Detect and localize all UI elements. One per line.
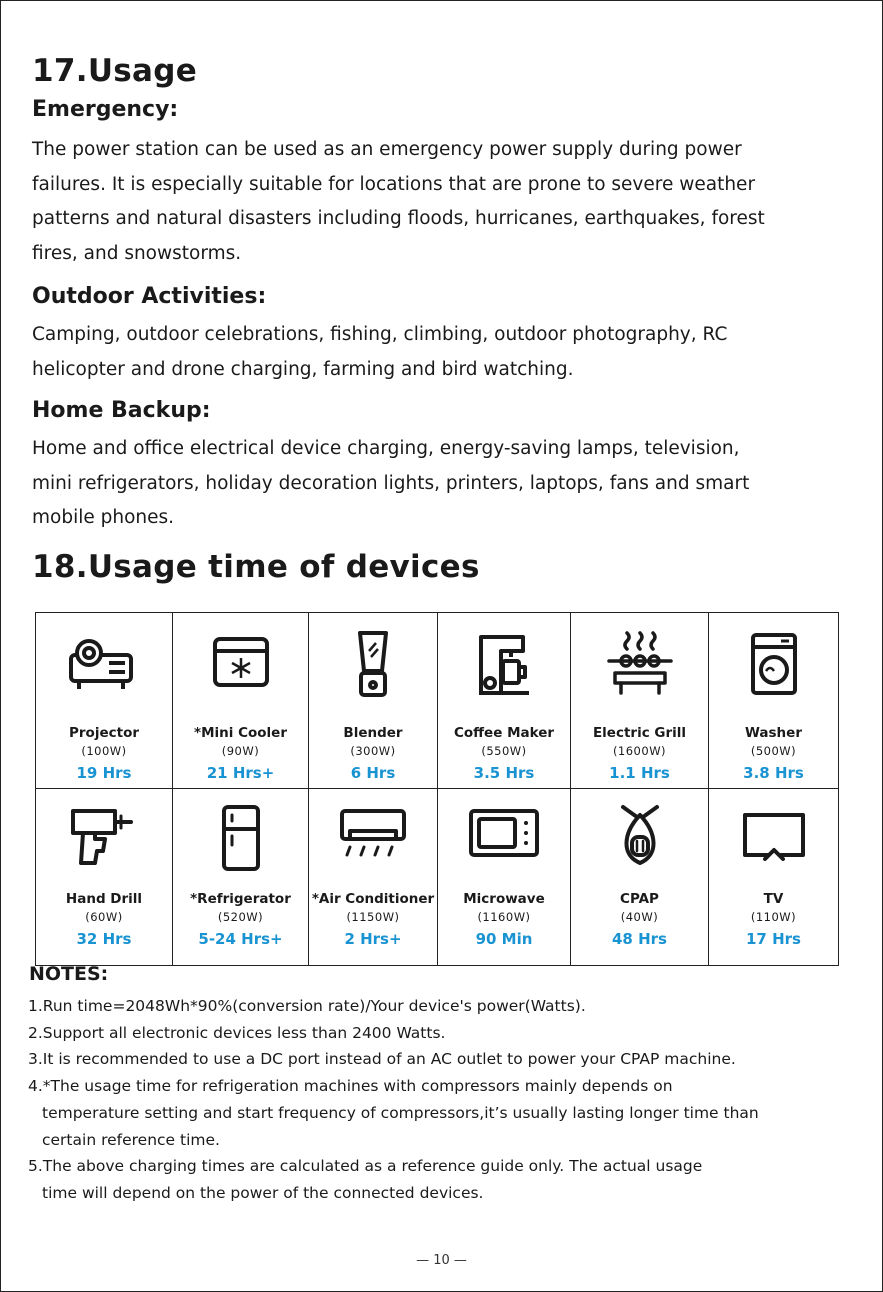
mini-cooler-icon bbox=[202, 629, 280, 699]
microwave-icon bbox=[465, 803, 543, 873]
device-wattage: (1150W) bbox=[346, 910, 400, 924]
device-wattage: (520W) bbox=[217, 910, 264, 924]
note-line: 4.*The usage time for refrigeration machines with compressors mainly depends on bbox=[28, 1077, 673, 1096]
device-runtime: 19 Hrs bbox=[76, 764, 132, 782]
device-cell-washer bbox=[709, 613, 839, 789]
blender-icon bbox=[334, 629, 412, 699]
section-18-title: 18.Usage time of devices bbox=[32, 549, 480, 585]
notes-list bbox=[28, 993, 868, 1207]
outdoor-heading: Outdoor Activities: bbox=[32, 284, 267, 309]
notes-title: NOTES: bbox=[29, 963, 109, 985]
paragraph-line: The power station can be used as an emergency power supply during power bbox=[32, 139, 742, 160]
device-row bbox=[36, 789, 839, 966]
device-name: *Air Conditioner bbox=[311, 891, 435, 907]
electric-grill-icon bbox=[601, 629, 679, 699]
device-cell-blender bbox=[309, 613, 438, 789]
note-line: 3.It is recommended to use a DC port instead of an AC outlet to power your CPAP machine. bbox=[28, 1050, 736, 1069]
device-runtime: 5-24 Hrs+ bbox=[198, 930, 283, 948]
device-row bbox=[36, 613, 839, 789]
device-runtime: 2 Hrs+ bbox=[344, 930, 402, 948]
paragraph-line: failures. It is especially suitable for locations that are prone to severe weather bbox=[32, 173, 756, 195]
device-runtime: 90 Min bbox=[475, 930, 533, 948]
emergency-heading: Emergency: bbox=[32, 97, 179, 122]
device-cell-air-conditioner bbox=[309, 789, 438, 966]
device-name: Electric Grill bbox=[592, 725, 687, 741]
outdoor-paragraph bbox=[32, 318, 862, 387]
device-name: *Refrigerator bbox=[190, 891, 291, 907]
projector-icon bbox=[65, 629, 143, 699]
tv-icon bbox=[735, 803, 813, 873]
device-wattage: (1600W) bbox=[612, 744, 667, 758]
device-cell-coffee-maker bbox=[438, 613, 571, 789]
device-name: Blender bbox=[343, 725, 403, 741]
device-wattage: (40W) bbox=[620, 910, 659, 924]
coffee-maker-icon bbox=[465, 629, 543, 699]
page-number: — 10 — bbox=[416, 1253, 467, 1268]
device-wattage: (500W) bbox=[750, 744, 797, 758]
device-name: Hand Drill bbox=[65, 891, 143, 907]
device-usage-table bbox=[35, 612, 839, 966]
device-cell-cpap bbox=[571, 789, 709, 966]
hand-drill-icon bbox=[65, 803, 143, 873]
device-name: Projector bbox=[69, 725, 139, 741]
device-cell-refrigerator bbox=[173, 789, 309, 966]
air-conditioner-icon bbox=[334, 803, 412, 873]
device-cell-hand-drill bbox=[36, 789, 173, 966]
note-line: certain reference time. bbox=[42, 1130, 220, 1149]
device-wattage: (300W) bbox=[350, 744, 396, 758]
device-runtime: 21 Hrs+ bbox=[206, 764, 275, 782]
paragraph-line: mini refrigerators, holiday decoration lights, printers, laptops, fans and smart bbox=[32, 472, 750, 494]
note-line: 5.The above charging times are calculated as a reference guide only. The actual usage bbox=[28, 1157, 703, 1176]
device-runtime: 32 Hrs bbox=[76, 930, 132, 948]
device-runtime: 3.8 Hrs bbox=[743, 764, 804, 782]
device-wattage: (60W) bbox=[85, 910, 123, 924]
paragraph-line: helicopter and drone charging, farming and bird watching. bbox=[32, 358, 574, 380]
device-runtime: 3.5 Hrs bbox=[473, 764, 535, 782]
note-line: temperature setting and start frequency of compressors,it’s usually lasting longer time than bbox=[42, 1103, 759, 1122]
device-runtime: 6 Hrs bbox=[350, 764, 396, 782]
device-name: Washer bbox=[745, 725, 802, 741]
device-cell-microwave bbox=[438, 789, 571, 966]
note-line: time will depend on the power of the connected devices. bbox=[42, 1183, 484, 1202]
device-runtime: 48 Hrs bbox=[612, 930, 667, 948]
refrigerator-icon bbox=[202, 803, 280, 873]
device-cell-electric-grill bbox=[571, 613, 709, 789]
device-wattage: (100W) bbox=[81, 744, 127, 758]
device-name: Microwave bbox=[463, 891, 545, 907]
device-cell-mini-cooler bbox=[173, 613, 309, 789]
device-runtime: 17 Hrs bbox=[746, 930, 801, 948]
emergency-paragraph bbox=[32, 133, 862, 271]
device-wattage: (550W) bbox=[481, 744, 527, 758]
device-wattage: (110W) bbox=[750, 910, 797, 924]
paragraph-line: Home and office electrical device charging, energy-saving lamps, television, bbox=[32, 438, 740, 459]
device-wattage: (90W) bbox=[221, 744, 260, 758]
washer-icon bbox=[735, 629, 813, 699]
paragraph-line: fires, and snowstorms. bbox=[32, 242, 242, 264]
note-line: 1.Run time=2048Wh*90%(conversion rate)/Your device's power(Watts). bbox=[28, 997, 586, 1015]
note-line: 2.Support all electronic devices less than 2400 Watts. bbox=[28, 1023, 446, 1042]
section-17-title: 17.Usage bbox=[32, 53, 198, 89]
device-cell-projector bbox=[36, 613, 173, 789]
cpap-icon bbox=[601, 803, 679, 873]
device-name: Coffee Maker bbox=[453, 725, 555, 741]
home-backup-paragraph bbox=[32, 432, 862, 536]
device-name: *Mini Cooler bbox=[194, 725, 287, 741]
device-wattage: (1160W) bbox=[477, 910, 531, 924]
paragraph-line: mobile phones. bbox=[32, 507, 175, 528]
device-cell-tv bbox=[709, 789, 839, 966]
device-name: CPAP bbox=[620, 891, 659, 907]
home-backup-heading: Home Backup: bbox=[32, 398, 211, 423]
paragraph-line: Camping, outdoor celebrations, fishing, climbing, outdoor photography, RC bbox=[32, 324, 728, 345]
paragraph-line: patterns and natural disasters including floods, hurricanes, earthquakes, forest bbox=[32, 208, 765, 229]
device-runtime: 1.1 Hrs bbox=[609, 764, 670, 782]
device-name: TV bbox=[763, 891, 784, 907]
